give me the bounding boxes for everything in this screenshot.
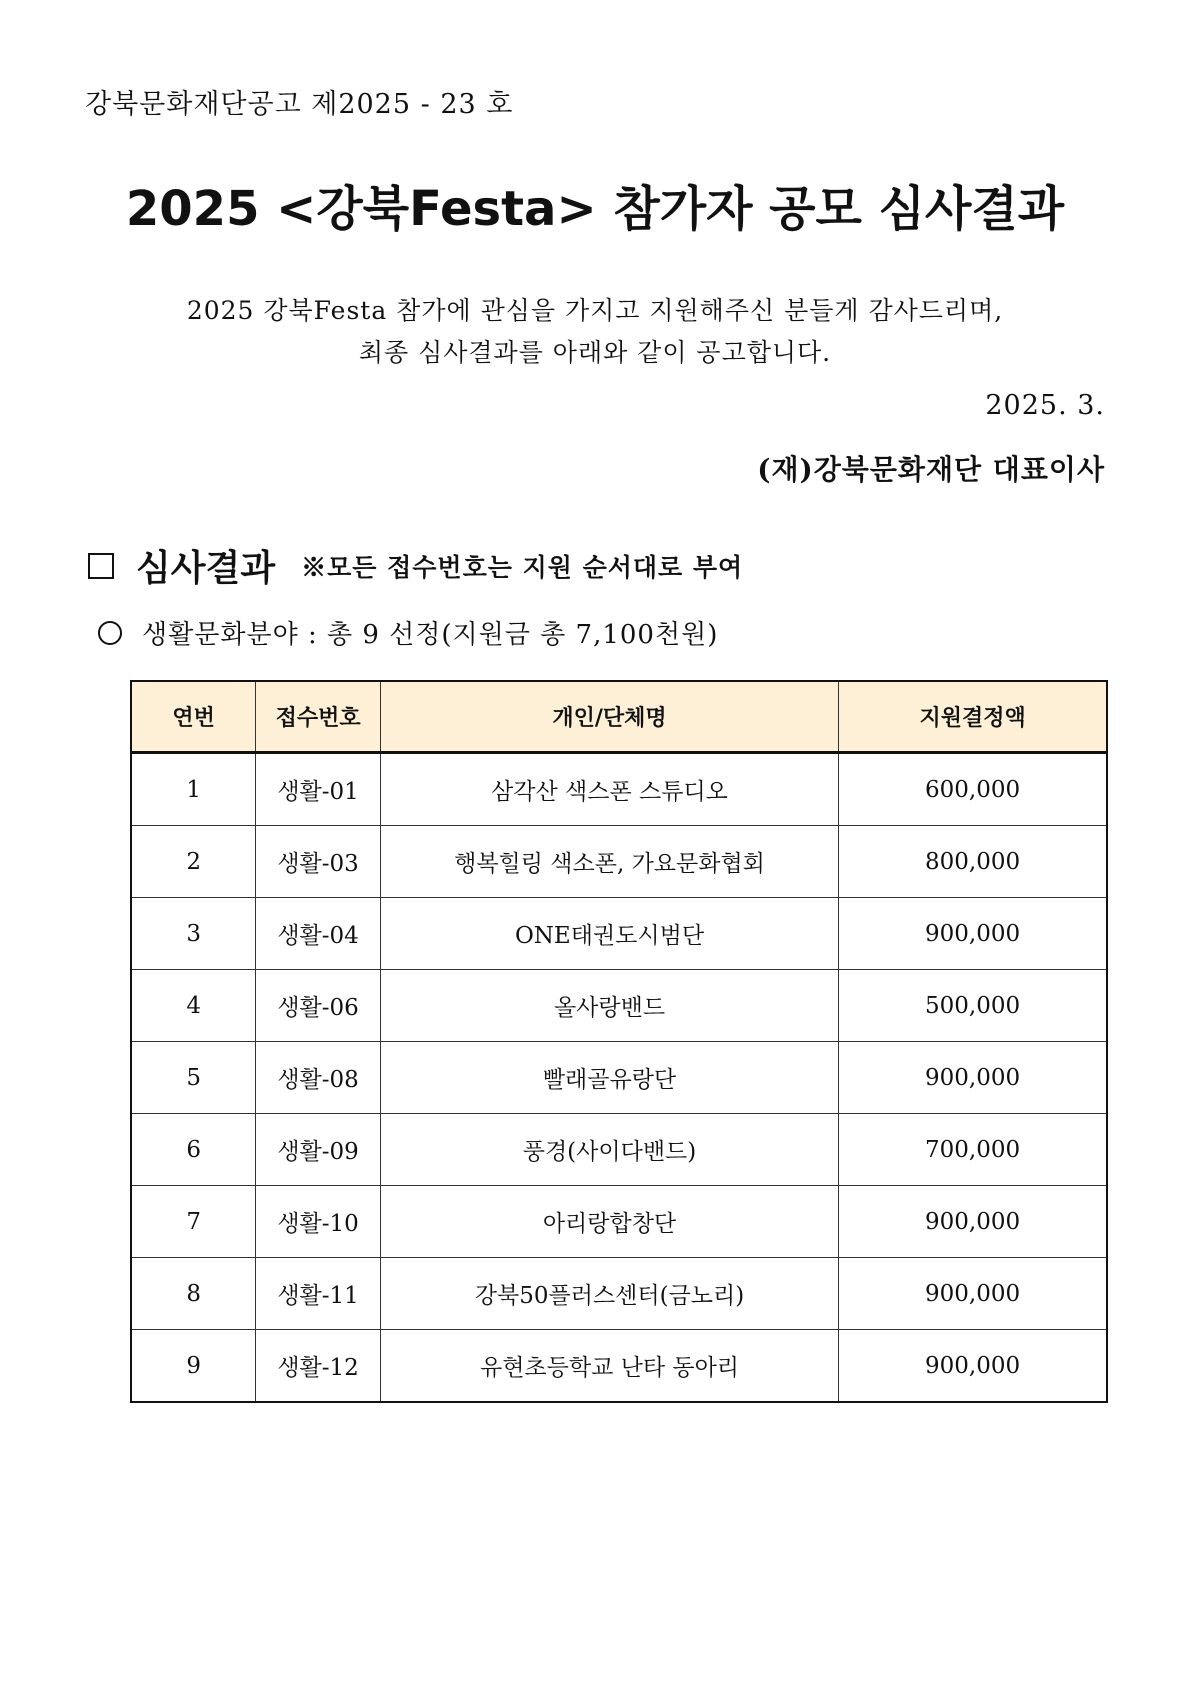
cell-index: 6 [131,1114,256,1186]
cell-applicant-name: 유현초등학교 난타 동아리 [380,1330,838,1403]
cell-applicant-name: 빨래골유랑단 [380,1042,838,1114]
table-row [131,1330,1107,1403]
header-grant-amount: 지원결정액 [839,681,1107,753]
cell-index: 4 [131,970,256,1042]
cell-applicant-name: 강북50플러스센터(금노리) [380,1258,838,1330]
cell-grant-amount: 500,000 [839,970,1107,1042]
table-header-row [131,681,1107,753]
table-row [131,826,1107,898]
section-note: ※모든 접수번호는 지원 순서대로 부여 [301,552,744,582]
intro-line-2: 최종 심사결과를 아래와 같이 공고합니다. [358,338,832,367]
cell-grant-amount: 900,000 [839,1042,1107,1114]
cell-grant-amount: 900,000 [839,898,1107,970]
cell-index: 5 [131,1042,256,1114]
document-date: 2025. 3. [985,390,1105,421]
cell-index: 7 [131,1186,256,1258]
page-title: 2025 <강북Festa> 참가자 공모 심사결과 [125,181,1065,237]
cell-grant-amount: 900,000 [839,1186,1107,1258]
cell-index: 2 [131,826,256,898]
cell-grant-amount: 900,000 [839,1330,1107,1403]
circle-bullet-icon [98,621,122,645]
section-title: 심사결과 [136,548,276,589]
cell-applicant-name: 올사랑밴드 [380,970,838,1042]
cell-applicant-name: 삼각산 색스폰 스튜디오 [380,753,838,826]
header-receipt-number: 접수번호 [256,681,381,753]
table-row [131,1258,1107,1330]
cell-grant-amount: 800,000 [839,826,1107,898]
intro-line-1: 2025 강북Festa 참가에 관심을 가지고 지원해주신 분들게 감사드리며, [186,296,1004,325]
cell-index: 9 [131,1330,256,1403]
table-row [131,970,1107,1042]
intro-paragraph [0,290,1190,374]
cell-applicant-name: 풍경(사이다밴드) [380,1114,838,1186]
cell-receipt-number: 생활-03 [256,826,381,898]
cell-index: 1 [131,753,256,826]
cell-receipt-number: 생활-01 [256,753,381,826]
cell-applicant-name: 아리랑합창단 [380,1186,838,1258]
cell-receipt-number: 생활-08 [256,1042,381,1114]
cell-index: 8 [131,1258,256,1330]
cell-receipt-number: 생활-04 [256,898,381,970]
subsection-label: 생활문화분야 : 총 9 선정(지원금 총 7,100천원) [142,620,719,650]
cell-receipt-number: 생활-12 [256,1330,381,1403]
document-number: 강북문화재단공고 제2025 - 23 호 [85,89,514,120]
table-row [131,1186,1107,1258]
cell-applicant-name: ONE태권도시범단 [380,898,838,970]
cell-index: 3 [131,898,256,970]
cell-applicant-name: 행복힐링 색소폰, 가요문화협회 [380,826,838,898]
issuer-name: (재)강북문화재단 대표이사 [757,453,1105,486]
table-row [131,753,1107,826]
table-row [131,898,1107,970]
cell-receipt-number: 생활-11 [256,1258,381,1330]
table-row [131,1042,1107,1114]
results-table [130,680,1108,1403]
header-applicant-name: 개인/단체명 [380,681,838,753]
cell-grant-amount: 700,000 [839,1114,1107,1186]
cell-receipt-number: 생활-06 [256,970,381,1042]
table-row [131,1114,1107,1186]
header-index: 연번 [131,681,256,753]
cell-grant-amount: 600,000 [839,753,1107,826]
subsection-heading [98,614,718,651]
cell-grant-amount: 900,000 [839,1258,1107,1330]
square-bullet-icon [88,553,114,579]
cell-receipt-number: 생활-09 [256,1114,381,1186]
section-heading [88,540,743,591]
cell-receipt-number: 생활-10 [256,1186,381,1258]
